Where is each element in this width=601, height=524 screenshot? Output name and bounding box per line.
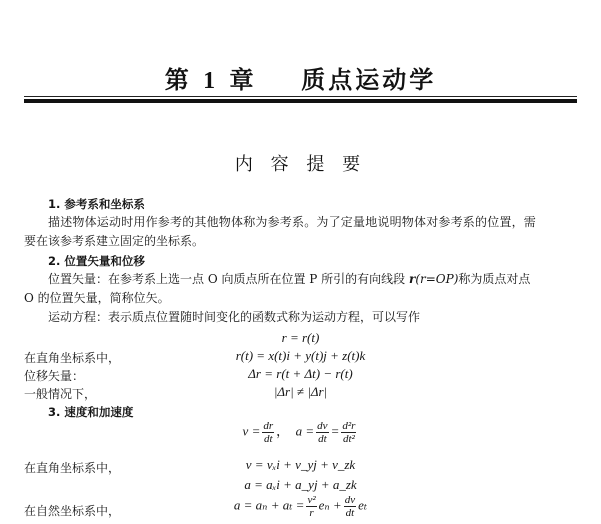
section-title: 内 容 提 要 (234, 154, 367, 175)
chapter-name: 质点运动学 (301, 66, 437, 94)
fraction-denominator: dt (263, 433, 273, 445)
chapter-prefix: 第 (164, 66, 192, 94)
fraction-numerator: dv (317, 420, 328, 432)
equation-general-case: |Δr| ≠ |Δr| (273, 384, 328, 399)
chapter-number: 1 (203, 68, 219, 94)
fraction-numerator: v² (307, 494, 316, 506)
paragraph-reference-frame-line1: 描述物体运动时用作参考的其他物体称为参考系。为了定量地说明物体对参考系的位置，需 (48, 215, 537, 229)
equation-cartesian-position: r(t) = x(t)i + y(t)j + z(t)k (235, 348, 366, 363)
fraction-denominator: r (309, 507, 314, 519)
fraction-numerator: dv (344, 494, 356, 506)
eq-v-lhs: v = (242, 423, 261, 439)
heading-position-displacement: 2. 位置矢量和位移 (48, 254, 145, 268)
label-displacement: 位移矢量： (24, 369, 85, 383)
position-vector-text-b: 称为质点对点 (458, 272, 531, 286)
position-vector-definition: (r=OP) (415, 272, 459, 286)
label-natural-coordinates: 在自然坐标系中， (24, 504, 121, 518)
chapter-suffix: 章 (229, 66, 257, 94)
fraction-dv-dt-natural (344, 494, 356, 519)
paragraph-reference-frame-line2: 要在该参考系建立固定的坐标系。 (24, 234, 205, 248)
eq-a-equals: = (330, 423, 340, 439)
fraction-numerator: d²r (342, 420, 356, 432)
equation-velocity-cartesian: v = vₓi + v_yj + v_zk (245, 457, 356, 472)
equation-displacement: Δr = r(t + Δt) − r(t) (248, 366, 353, 381)
heading-velocity-acceleration: 3. 速度和加速度 (48, 405, 134, 419)
fraction-dv-dt (316, 420, 328, 445)
eq-natural-lhs: a = aₙ + aₜ = (233, 497, 305, 513)
heading-reference-frame: 1. 参考系和坐标系 (48, 197, 145, 211)
eq-separator: ， (276, 423, 290, 439)
fraction-dr-dt (262, 420, 274, 445)
paragraph-motion-equation: 运动方程：表示质点位置随时间变化的函数式称为运动方程，可以写作 (48, 310, 421, 324)
chapter-title (0, 60, 601, 95)
equation-acceleration-natural (0, 494, 601, 519)
fraction-v2-r (306, 494, 316, 519)
equation-velocity-acceleration (0, 420, 601, 445)
title-rule-thick (24, 99, 577, 103)
eq-natural-tail: eₜ (358, 497, 368, 513)
paragraph-position-vector-line2: O 的位置矢量，简称位矢。 (24, 291, 170, 305)
label-cartesian-2: 在直角坐标系中， (24, 461, 121, 475)
label-cartesian-1: 在直角坐标系中， (24, 351, 121, 365)
eq-natural-mid: eₙ + (318, 497, 342, 513)
fraction-numerator: dr (263, 420, 274, 432)
paragraph-position-vector-line1 (48, 271, 530, 287)
equation-motion: r = r(t) (281, 330, 320, 345)
eq-a-lhs: a = (295, 423, 315, 439)
fraction-d2r-dt2 (341, 420, 356, 445)
fraction-denominator: dt (318, 433, 327, 445)
position-vector-text-a: 位置矢量：在参考系上选一点 O 向质点所在位置 P 所引的有向线段 (48, 272, 409, 286)
fraction-denominator: dt (345, 507, 355, 519)
equation-acceleration-cartesian: a = aₓi + a_yj + a_zk (244, 477, 357, 492)
label-general-case: 一般情况下， (24, 387, 97, 401)
position-vector-symbol: r (409, 272, 416, 286)
title-rule-thin (24, 96, 577, 97)
fraction-denominator: dt² (342, 433, 355, 445)
